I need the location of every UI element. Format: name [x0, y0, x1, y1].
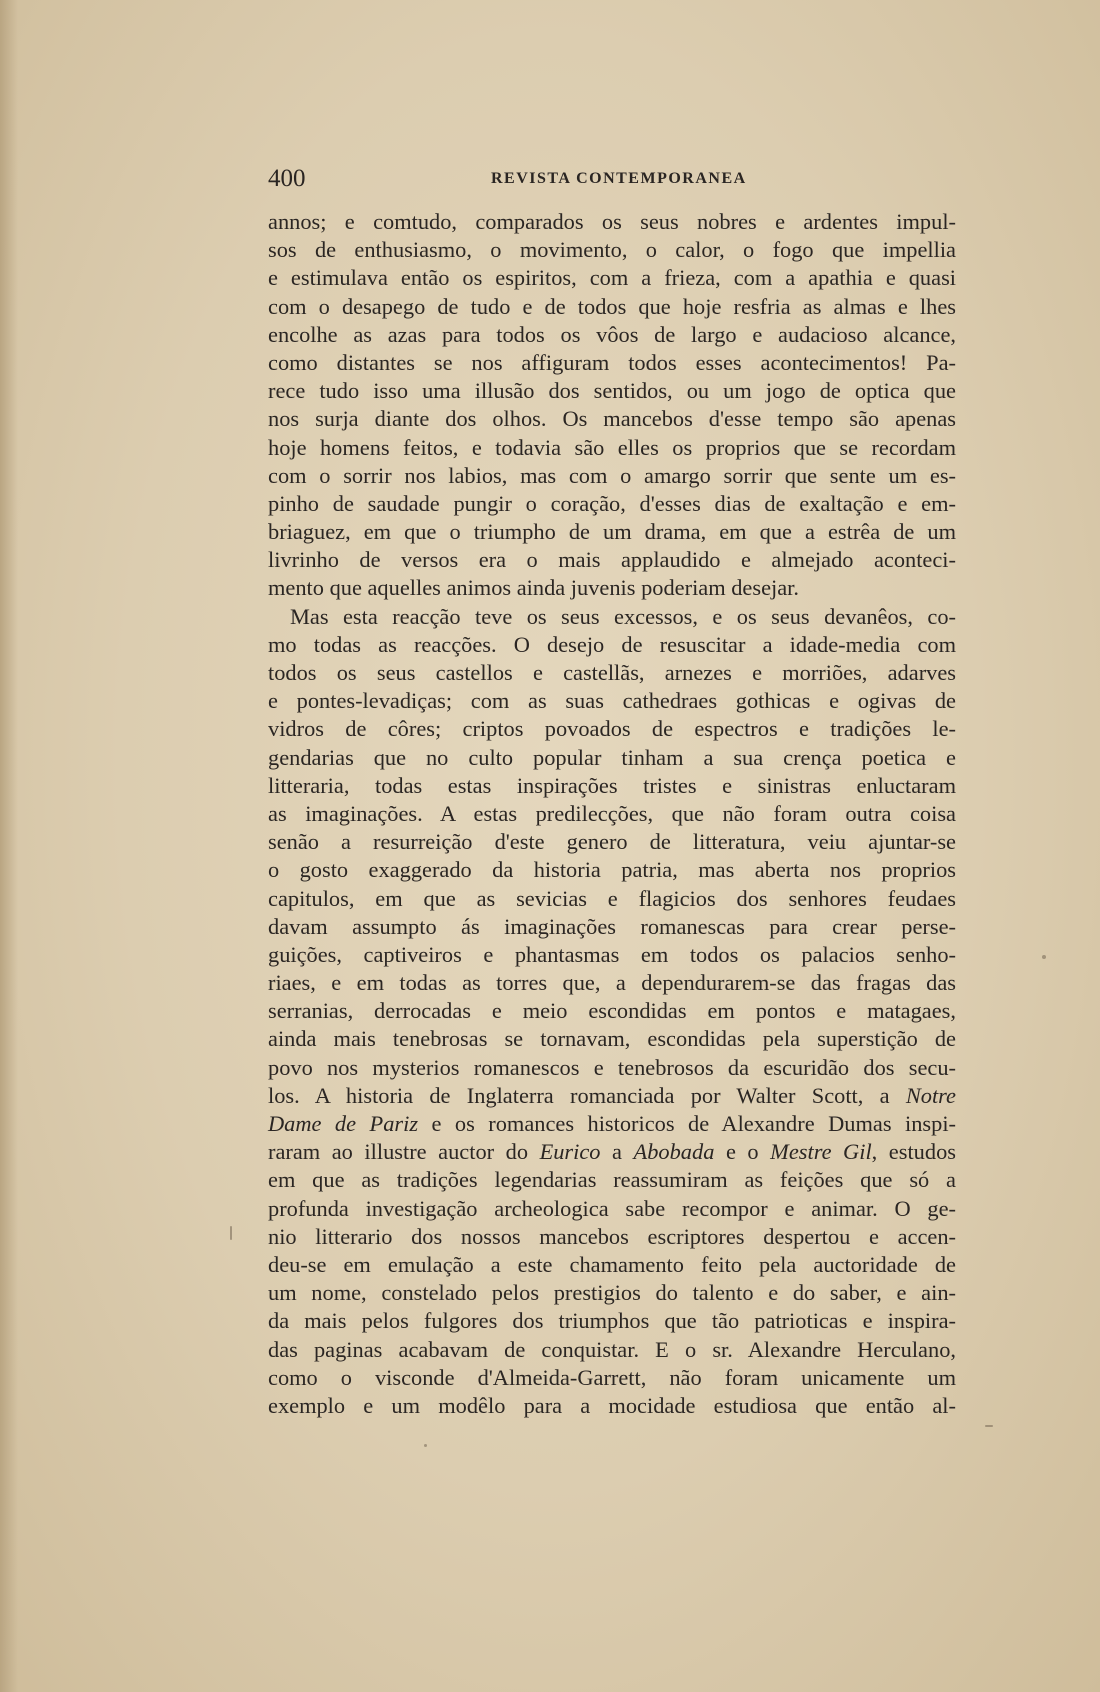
- text-line: as imaginações. A estas predilecções, que não foram outra coisa: [268, 800, 956, 826]
- body-text: [268, 208, 956, 1420]
- text-line-paragraph-end: mento que aquelles animos ainda juvenis poderiam desejar.: [268, 575, 800, 601]
- running-title: REVISTA CONTEMPORANEA: [491, 170, 747, 187]
- text-segment: , estudos: [871, 1139, 956, 1165]
- text-line: nos surja diante dos olhos. Os mancebos d'esse tempo são apenas: [268, 406, 956, 432]
- text-line: como distantes se nos affiguram todos esses acontecimentos! Pa-: [268, 349, 956, 375]
- text-line: mo todas as reacções. O desejo de resuscitar a idade-media com: [268, 631, 956, 657]
- italic-title-notre: Notre: [905, 1082, 956, 1108]
- text-segment: los. A historia de Inglaterra romanciada por Walter Scott, a: [268, 1082, 906, 1108]
- text-line: briaguez, em que o triumpho de um drama, em que a estrêa de um: [268, 519, 956, 545]
- text-line: povo nos mysterios romanescos e tenebrosos da escuridão dos secu-: [268, 1054, 956, 1080]
- text-line: rece tudo isso uma illusão dos sentidos, ou um jogo de optica que: [268, 378, 956, 404]
- italic-title-dame-de-pariz: Dame de Pariz: [268, 1111, 419, 1136]
- text-line: capitulos, em que as sevicias e flagicios dos senhores feudaes: [268, 885, 956, 911]
- page-header: [268, 165, 948, 195]
- text-line: riaes, e em todas as torres que, a dependurarem-se das fragas das: [268, 970, 956, 996]
- text-line: todos os seus castellos e castellãs, arnezes e morriões, adarves: [268, 660, 956, 685]
- italic-title-mestre-gil: Mestre Gil: [770, 1139, 872, 1165]
- text-line: davam assumpto ás imaginações romanescas para crear perse-: [268, 913, 956, 939]
- text-line: em que as tradições legendarias reassumiram as feições que só a: [268, 1167, 956, 1193]
- text-line: deu-se em emulação a este chamamento feito pela auctoridade de: [268, 1251, 956, 1277]
- text-line: guições, captiveiros e phantasmas em todos os palacios senho-: [268, 941, 956, 967]
- text-line: vidros de côres; criptos povoados de espectros e tradições le-: [268, 716, 956, 742]
- text-line: nio litterario dos nossos mancebos escriptores despertou e accen-: [268, 1223, 956, 1249]
- text-line: e estimulava então os espiritos, com a frieza, com a apathia e quasi: [268, 265, 956, 291]
- text-line: da mais pelos fulgores dos triumphos que tão patrioticas e inspira-: [268, 1308, 956, 1334]
- text-line: o gosto exaggerado da historia patria, mas aberta nos proprios: [268, 857, 956, 883]
- paper-mark: [230, 1226, 232, 1240]
- text-line: encolhe as azas para todos os vôos de largo e audacioso alcance,: [268, 321, 956, 347]
- text-line-with-italic: [268, 1082, 956, 1110]
- text-line: e pontes-levadiças; com as suas cathedraes gothicas e ogivas de: [268, 688, 956, 714]
- text-line: pinho de saudade pungir o coração, d'esses dias de exaltação e em-: [268, 490, 956, 516]
- text-line: livrinho de versos era o mais applaudido e almejado aconteci-: [268, 547, 956, 573]
- text-segment: a: [600, 1139, 634, 1165]
- text-line: das paginas acabavam de conquistar. E o sr. Alexandre Herculano,: [268, 1336, 956, 1362]
- text-line: profunda investigação archeologica sabe recompor e animar. O ge-: [268, 1195, 956, 1221]
- italic-title-eurico: Eurico: [539, 1139, 601, 1165]
- paper-speck: [1042, 955, 1046, 959]
- text-line: exemplo e um modêlo para a mocidade estudiosa que então al-: [268, 1392, 956, 1418]
- page-number: 400: [268, 165, 306, 192]
- text-line: um nome, constelado pelos prestigios do talento e do saber, e ain-: [268, 1280, 956, 1306]
- text-line-paragraph-start: Mas esta reacção teve os seus excessos, e os seus devanêos, co-: [290, 603, 956, 629]
- text-line: gendarias que no culto popular tinham a sua crença poetica e: [268, 744, 956, 770]
- text-line: como o visconde d'Almeida-Garrett, não foram unicamente um: [268, 1364, 956, 1390]
- text-line-with-italic: [268, 1138, 956, 1166]
- text-line: hoje homens feitos, e todavia são elles os proprios que se recordam: [268, 434, 956, 460]
- paper-mark: [985, 1425, 993, 1427]
- text-line: senão a resurreição d'este genero de litteratura, veiu ajuntar-se: [268, 829, 956, 855]
- page-edge-shadow: [0, 0, 18, 1692]
- paper-speck: [424, 1444, 427, 1447]
- italic-title-abobada: Abobada: [633, 1139, 715, 1165]
- text-segment: raram ao illustre auctor do: [268, 1139, 540, 1165]
- text-line: litteraria, todas estas inspirações tristes e sinistras enluctaram: [268, 772, 956, 798]
- text-line: annos; e comtudo, comparados os seus nobres e ardentes impul-: [268, 209, 956, 234]
- text-line: serranias, derrocadas e meio escondidas em pontos e matagaes,: [268, 998, 956, 1024]
- text-segment: e os romances historicos de Alexandre Dumas inspi-: [418, 1111, 956, 1136]
- text-line: com o sorrir nos labios, mas com o amargo sorrir que sente um es-: [268, 462, 956, 488]
- text-line: ainda mais tenebrosas se tornavam, escondidas pela superstição de: [268, 1026, 956, 1052]
- text-line: com o desapego de tudo e de todos que hoje resfria as almas e lhes: [268, 293, 956, 319]
- text-line: sos de enthusiasmo, o movimento, o calor, o fogo que impellia: [268, 237, 956, 263]
- text-segment: e o: [714, 1139, 771, 1165]
- text-line-with-italic: [268, 1110, 956, 1138]
